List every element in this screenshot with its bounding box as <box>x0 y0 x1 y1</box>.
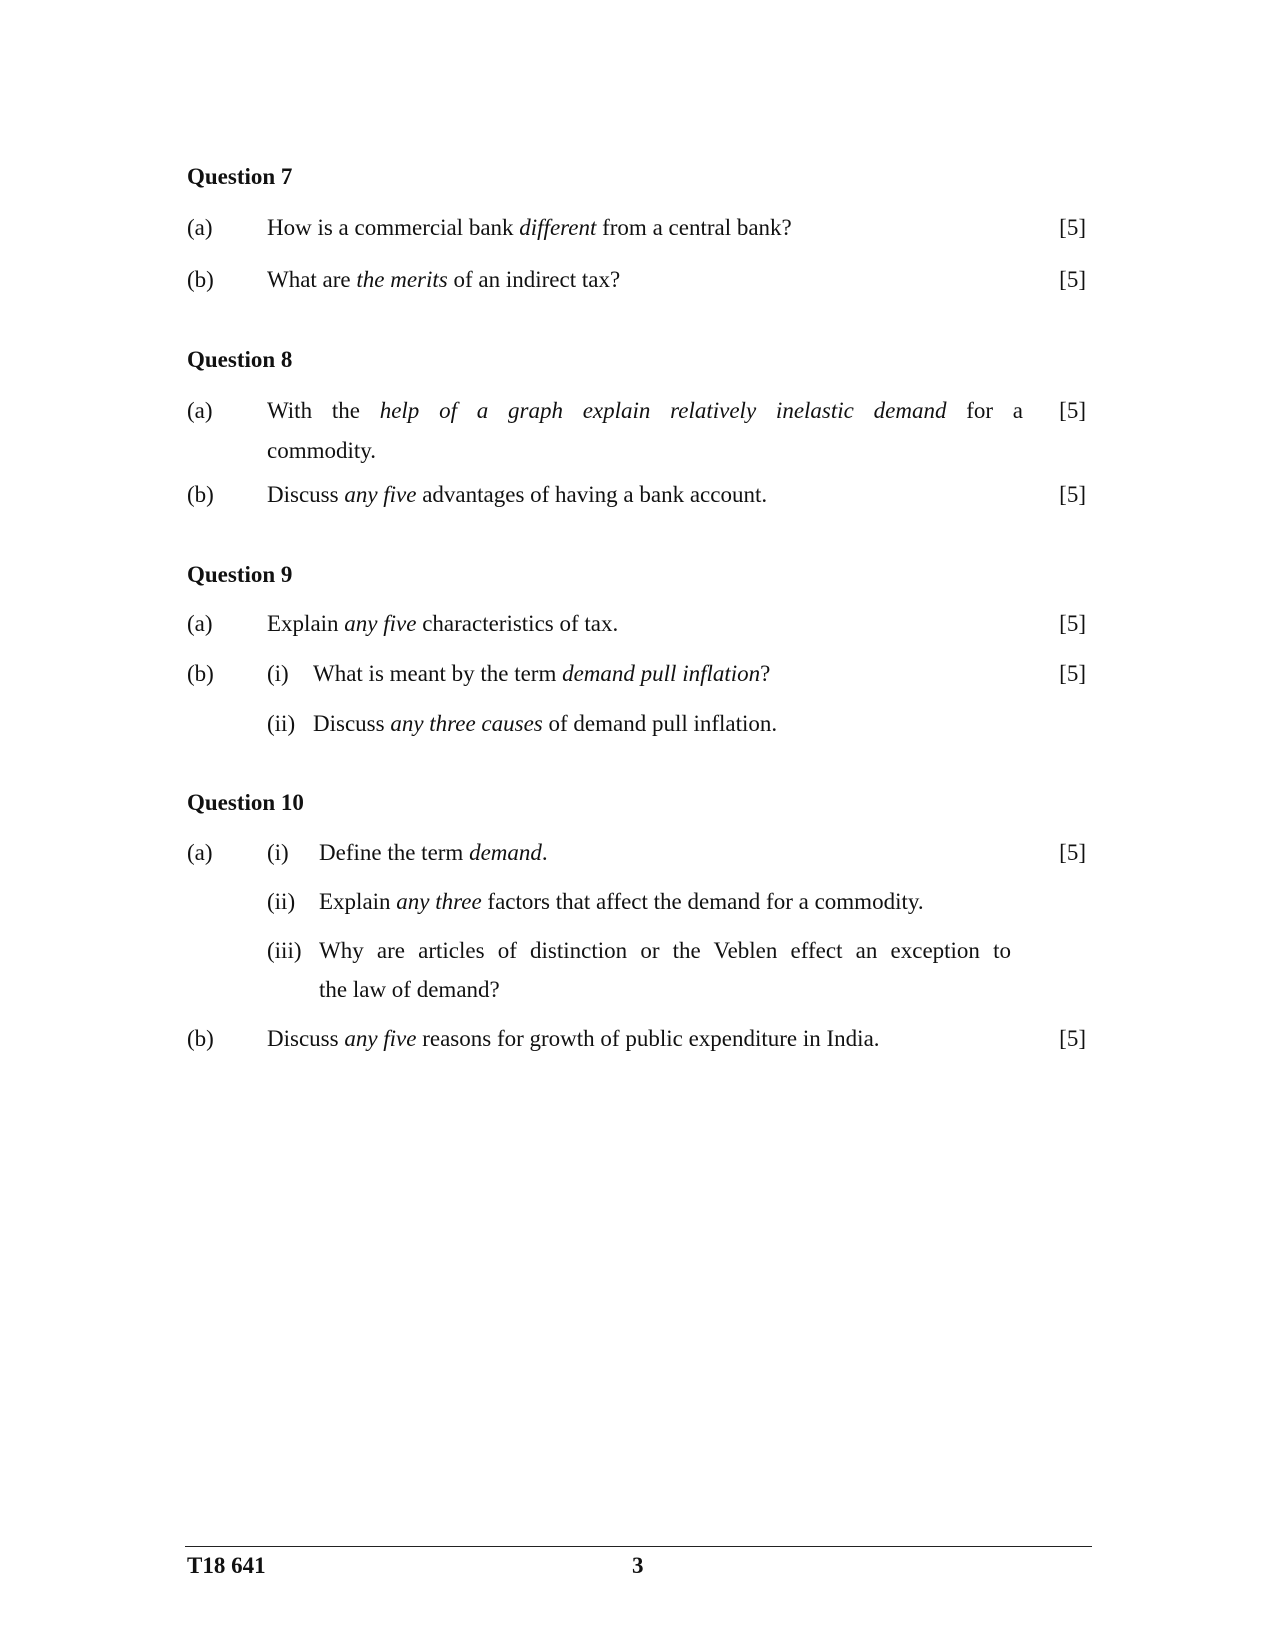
q8-part-a-text: With the help of a graph explain relatively inelastic demand for a <box>267 398 1023 423</box>
q7-part-b-marks: [5] <box>1059 267 1086 292</box>
q9-part-a-marks: [5] <box>1059 611 1086 636</box>
q10-part-a-sub-iii-text-line2: the law of demand? <box>319 977 500 1002</box>
q9-part-b-label: (b) <box>187 661 214 686</box>
q7-part-b-text: What are the merits of an indirect tax? <box>267 267 621 292</box>
q9-part-b-sub-ii-text: Discuss any three causes of demand pull inflation. <box>313 711 778 736</box>
q8-part-b-label: (b) <box>187 482 214 507</box>
q8-part-a-label: (a) <box>187 398 213 423</box>
q9-part-a-text: Explain any five characteristics of tax. <box>267 611 619 636</box>
q9-part-a-label: (a) <box>187 611 213 636</box>
footer-rule <box>185 1546 1092 1547</box>
question-9-title: Question 9 <box>187 562 293 587</box>
question-10-title: Question 10 <box>187 790 304 815</box>
q9-part-b-sub-i-label: (i) <box>267 661 289 686</box>
q8-part-b-text: Discuss any five advantages of having a bank account. <box>267 482 768 507</box>
paper-code: T18 641 <box>187 1553 266 1578</box>
q10-part-b-marks: [5] <box>1059 1026 1086 1051</box>
q7-part-a-text: How is a commercial bank different from a central bank? <box>267 215 792 240</box>
q10-part-a-sub-i-text: Define the term demand. <box>319 840 548 865</box>
q10-part-a-label: (a) <box>187 840 213 865</box>
q7-part-b-label: (b) <box>187 267 214 292</box>
q10-part-a-sub-iii-label: (iii) <box>267 938 302 963</box>
page-number: 3 <box>632 1553 644 1578</box>
q8-part-a-continuation: commodity. <box>267 438 377 463</box>
q7-part-a-label: (a) <box>187 215 213 240</box>
q10-part-a-sub-ii-label: (ii) <box>267 889 296 914</box>
q10-part-a-marks: [5] <box>1059 840 1086 865</box>
q9-part-b-sub-i-text: What is meant by the term demand pull inflation? <box>313 661 771 686</box>
q9-part-b-sub-ii-label: (ii) <box>267 711 296 736</box>
q10-part-b-text: Discuss any five reasons for growth of public expenditure in India. <box>267 1026 880 1051</box>
q8-part-a-marks: [5] <box>1059 398 1086 423</box>
q10-part-b-label: (b) <box>187 1026 214 1051</box>
question-7-title: Question 7 <box>187 164 293 189</box>
q9-part-b-marks: [5] <box>1059 661 1086 686</box>
q10-part-a-sub-iii-text-line1: Why are articles of distinction or the Veblen effect an exception to <box>319 938 1011 963</box>
q7-part-a-marks: [5] <box>1059 215 1086 240</box>
q10-part-a-sub-i-label: (i) <box>267 840 289 865</box>
q10-part-a-sub-ii-text: Explain any three factors that affect the demand for a commodity. <box>319 889 924 914</box>
q8-part-b-marks: [5] <box>1059 482 1086 507</box>
question-8-title: Question 8 <box>187 347 293 372</box>
